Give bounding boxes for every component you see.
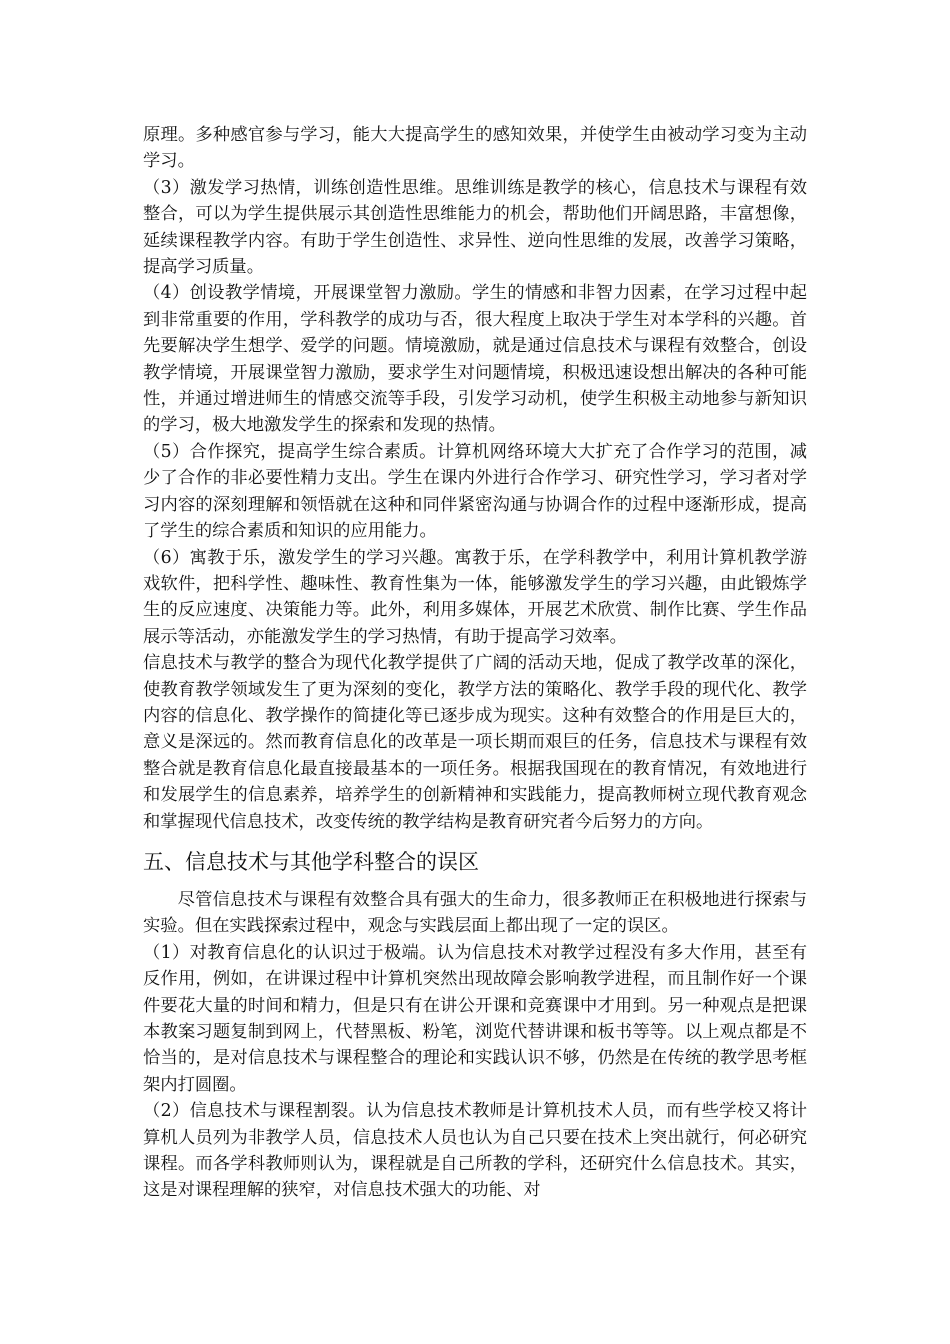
paragraph-item-6: （6）寓教于乐，激发学生的学习兴趣。寓教于乐，在学科教学中，利用计算机教学游戏软件，把科学性、趣味性、教育性集为一体，能够激发学生的学习兴趣，由此锻炼学生的反应速度、决策能力等。此外，利用多媒体，开展艺术欣赏、制作比赛、学生作品展示等活动，亦能激发学生的学习热情，有助于提高学习效率。 <box>143 547 807 647</box>
paragraph-continuation: 原理。多种感官参与学习，能大大提高学生的感知效果，并使学生由被动学习变为主动学习。 <box>143 125 807 172</box>
section-heading: 五、信息技术与其他学科整合的误区 <box>143 849 479 874</box>
paragraph-misconception-1: （1）对教育信息化的认识过于极端。认为信息技术对教学过程没有多大作用，甚至有反作用，例如，在讲课过程中计算机突然出现故障会影响教学进程，而且制作好一个课件要花大量的时间和精力，但是只有在讲公开课和竞赛课中才用到。另一种观点是把课本教案习题复制到网上，代替黑板、粉笔，浏览代替讲课和板书等等。以上观点都是不恰当的，是对信息技术与课程整合的理论和实践认识不够，仍然是在传统的教学思考框架内打圆圈。 <box>143 942 807 1095</box>
paragraph-item-5: （5）合作探究，提高学生综合素质。计算机网络环境大大扩充了合作学习的范围，减少了合作的非必要性精力支出。学生在课内外进行合作学习、研究性学习，学习者对学习内容的深刻理解和领悟就在这种和同伴紧密沟通与协调合作的过程中逐渐形成，提高了学生的综合素质和知识的应用能力。 <box>143 441 807 542</box>
paragraph-intro: 尽管信息技术与课程有效整合具有强大的生命力，很多教师正在积极地进行探索与实验。但在实践探索过程中，观念与实践层面上都出现了一定的误区。 <box>143 889 807 937</box>
paragraph-item-3: （3）激发学习热情，训练创造性思维。思维训练是教学的核心，信息技术与课程有效整合，可以为学生提供展示其创造性思维能力的机会，帮助他们开阔思路，丰富想像，延续课程教学内容。有助于学生创造性、求异性、逆向性思维的发展，改善学习策略，提高学习质量。 <box>143 177 807 278</box>
document-page <box>143 122 807 1204</box>
paragraph-item-4: （4）创设教学情境，开展课堂智力激励。学生的情感和非智力因素，在学习过程中起到非常重要的作用，学科教学的成功与否，很大程度上取决于学生对本学科的兴趣。首先要解决学生想学、爱学的问题。情境激励，就是通过信息技术与课程有效整合，创设教学情境，开展课堂智力激励，要求学生对问题情境，积极迅速设想出解决的各种可能性，并通过增进师生的情感交流等手段，引发学习动机，使学生积极主动地参与新知识的学习，极大地激发学生的探索和发现的热情。 <box>143 283 807 436</box>
paragraph-misconception-2: （2）信息技术与课程割裂。认为信息技术教师是计算机技术人员，而有些学校又将计算机人员列为非教学人员，信息技术人员也认为自己只要在技术上突出就行，何必研究课程。而各学科教师则认为，课程就是自己所教的学科，还研究什么信息技术。其实，这是对课程理解的狭窄，对信息技术强大的功能、对 <box>143 1101 807 1201</box>
paragraph-summary: 信息技术与教学的整合为现代化教学提供了广阔的活动天地，促成了教学改革的深化，使教育教学领域发生了更为深刻的变化，教学方法的策略化、教学手段的现代化、教学内容的信息化、教学操作的简捷化等已逐步成为现实。这种有效整合的作用是巨大的，意义是深远的。然而教育信息化的改革是一项长期而艰巨的任务，信息技术与课程有效整合就是教育信息化最直接最基本的一项任务。根据我国现在的教育情况，有效地进行和发展学生的信息素养，培养学生的创新精神和实践能力，提高教师树立现代教育观念和掌握现代信息技术，改变传统的教学结构是教育研究者今后努力的方向。 <box>143 653 807 832</box>
